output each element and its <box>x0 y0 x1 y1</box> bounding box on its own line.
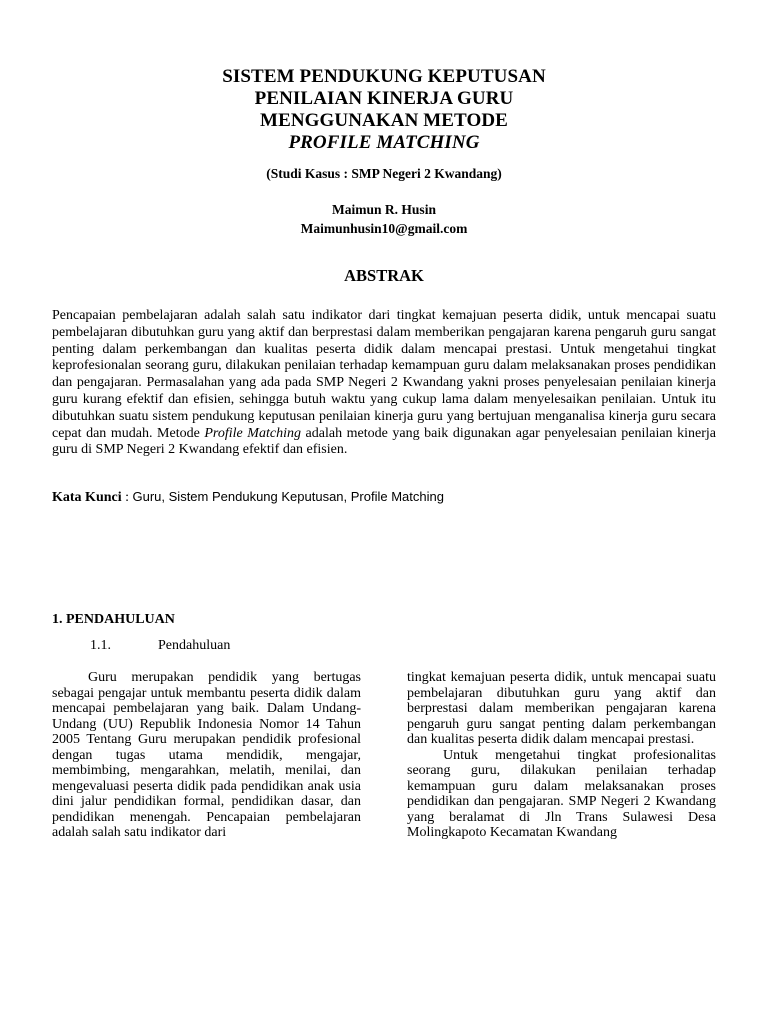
title-line-2: PENILAIAN KINERJA GURU <box>254 88 514 109</box>
paper-title <box>0 66 768 154</box>
author-name: Maimun R. Husin <box>332 202 436 217</box>
abstract-text-part1: Pencapaian pembelajaran adalah salah satu indikator dari tingkat kemajuan peserta didik, untuk mencapai suatu pembelajaran dibutuhkan guru yang aktif dan berprestasi dalam memberikan pengajaran karena pengaruh guru sangat penting dalam perkembangan dan kualitas peserta didik dalam mencapai prestasi. Untuk mengetahui tingkat keprofesionalan seorang guru, dilakukan penilaian terhadap kemampuan guru dalam melaksanakan proses pendidikan dan pengajaran. Permasalahan yang ada pada SMP Negeri 2 Kwandang yakni proses penyelesaian penilaian kinerja guru kurang efektif dan efisien, sehingga butuh waktu yang cukup lama dalam menyelesaikan penilaian. Untuk itu dibutuhkan suatu sistem pendukung keputusan penilaian kinerja guru yang bertujuan menganalisa kinerja guru secara cepat dan mudah. Metode <box>52 308 716 441</box>
title-line-1: SISTEM PENDUKUNG KEPUTUSAN <box>222 66 546 87</box>
body-paragraph: tingkat kemajuan peserta didik, untuk mencapai suatu pembelajaran dibutuhkan guru yang aktif dan berprestasi dalam memberikan pengajaran karena pengaruh guru sangat penting dalam perkembangan dan kualitas peserta didik dalam mencapai prestasi. <box>407 670 716 747</box>
keywords-text: Guru, Sistem Pendukung Keputusan, Profile Matching <box>132 489 444 504</box>
abstract-heading: ABSTRAK <box>344 266 424 285</box>
subsection-title: Pendahuluan <box>158 638 231 653</box>
keywords-label: Kata Kunci <box>52 490 122 505</box>
abstract-text-italic: Profile Matching <box>204 425 301 441</box>
case-study-subtitle: (Studi Kasus : SMP Negeri 2 Kwandang) <box>266 166 502 181</box>
subsection-heading <box>90 638 230 654</box>
abstract-text-part2: adalah metode yang baik digunakan agar penyelesaian penilaian kinerja guru di SMP Negeri 2 Kwandang efektif dan efisien. <box>52 425 716 458</box>
body-paragraph: Untuk mengetahui tingkat profesionalitas seorang guru, dilakukan penilaian terhadap kemampuan guru dalam melaksanakan proses pendidikan dan pengajaran. SMP Negeri 2 Kwandang yang beralamat di Jln Trans Sulawesi Desa Molingkapoto Kecamatan Kwandang <box>407 747 716 840</box>
body-paragraph: Guru merupakan pendidik yang bertugas sebagai pengajar untuk membantu peserta didik dalam mencapai pembelajaran yang baik. Dalam Undang-Undang (UU) Republik Indonesia Nomor 14 Tahun 2005 Tentang Guru merupakan pendidik profesional dengan tugas utama mendidik, mengajar, membimbing, mengarahkan, melatih, menilai, dan mengevaluasi peserta didik pada pendidikan anak usia dini jalur pendidikan formal, pendidikan dasar, dan pendidikan menengah. Pencapaian pembelajaran adalah salah satu indikator dari <box>52 670 361 840</box>
subsection-number: 1.1. <box>90 638 111 653</box>
section-heading: 1. PENDAHULUAN <box>52 612 175 627</box>
body-column-right <box>407 670 716 841</box>
author-email: Maimunhusin10@gmail.com <box>300 221 468 236</box>
title-line-3: MENGGUNAKAN METODE <box>260 110 508 131</box>
author-block <box>0 200 768 238</box>
title-line-4: PROFILE MATCHING <box>288 132 480 153</box>
body-column-left <box>52 670 361 841</box>
keywords-separator: : <box>121 490 133 505</box>
keywords-line <box>52 489 716 506</box>
abstract-text <box>52 308 716 459</box>
